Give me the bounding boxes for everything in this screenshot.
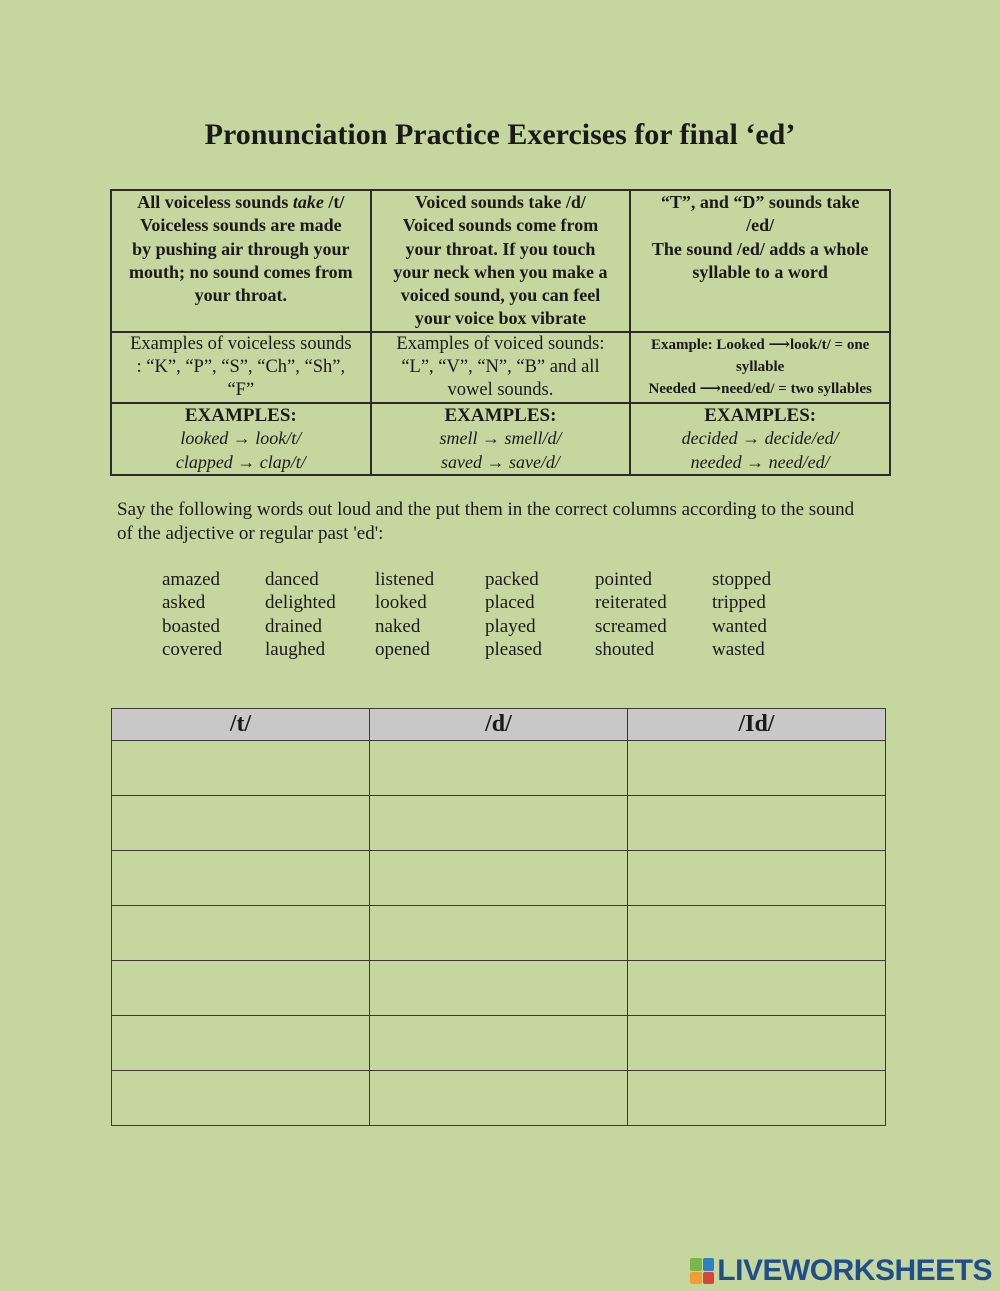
word-item: looked: [375, 592, 427, 614]
answer-cell[interactable]: [627, 1071, 885, 1126]
answer-cell[interactable]: [112, 851, 370, 906]
rules-table: [110, 189, 891, 476]
rule-cell-voiceless: All voiceless sounds take /t/ Voiceless sounds are made by pushing air through your mouth; no sound comes from your throat.: [111, 190, 371, 332]
liveworksheets-brand[interactable]: [690, 1255, 992, 1287]
examples-desc-voiced: Examples of voiced sounds: “L”, “V”, “N”, “B” and all vowel sounds.: [371, 332, 631, 403]
answer-cell[interactable]: [369, 851, 627, 906]
answer-cell[interactable]: [627, 741, 885, 796]
word-item: listened: [375, 569, 435, 590]
example-item: clapped → clap/t/: [175, 451, 306, 472]
examples-desc-voiceless: Examples of voiceless sounds : “K”, “P”, “S”, “Ch”, “Sh”, “F”: [111, 332, 371, 403]
word-item: drained: [265, 615, 322, 637]
word-item: reiterated: [595, 592, 667, 614]
word-item: played: [485, 615, 536, 637]
example-item: needed → need/ed/: [690, 451, 830, 472]
word-column: [162, 568, 222, 661]
answer-cell[interactable]: [112, 1071, 370, 1126]
liveworksheets-logo-icon: [690, 1258, 714, 1284]
word-item: shouted: [595, 638, 655, 660]
word-column: [375, 568, 434, 661]
answer-cell[interactable]: [369, 741, 627, 796]
answer-cell[interactable]: [112, 796, 370, 851]
table-row: [112, 906, 886, 961]
word-item: stopped: [712, 569, 772, 590]
answer-cell[interactable]: [627, 796, 885, 851]
answer-table: [111, 708, 886, 1126]
table-row: [112, 1071, 886, 1126]
word-item: wanted: [712, 615, 767, 637]
example-item: decided → decide/ed/: [681, 428, 839, 449]
table-row: [112, 796, 886, 851]
word-item: pleased: [485, 638, 542, 660]
examples-label: EXAMPLES:: [184, 405, 297, 426]
word-item: delighted: [265, 592, 336, 614]
rule-cell-td: “T”, and “D” sounds take /ed/ The sound /ed/ adds a whole syllable to a word: [630, 190, 890, 332]
answer-cell[interactable]: [112, 961, 370, 1016]
example-item: looked → look/t/: [180, 428, 302, 449]
answer-cell[interactable]: [369, 1071, 627, 1126]
word-item: tripped: [712, 592, 766, 614]
answer-cell[interactable]: [369, 796, 627, 851]
word-item: wasted: [712, 638, 765, 660]
word-item: naked: [375, 615, 421, 637]
answer-cell[interactable]: [112, 1016, 370, 1071]
column-header-id: /Id/: [627, 709, 885, 741]
table-row: [112, 741, 886, 796]
instructions: Say the following words out loud and the put them in the correct columns according to the sound of the adjective or regular past 'ed':: [117, 499, 855, 544]
answer-cell[interactable]: [627, 906, 885, 961]
examples-td: [630, 403, 890, 475]
column-header-t: /t/: [112, 709, 370, 741]
examples-label: EXAMPLES:: [704, 405, 817, 426]
word-item: packed: [485, 569, 539, 590]
table-row: [112, 1016, 886, 1071]
word-column: [712, 568, 771, 661]
rule-cell-voiced: Voiced sounds take /d/ Voiced sounds come from your throat. If you touch your neck when you make a voiced sound, you can feel your voice box vibrate: [371, 190, 631, 332]
answer-cell[interactable]: [369, 961, 627, 1016]
table-row: [112, 961, 886, 1016]
brand-name: LIVEWORKSHEETS: [717, 1254, 992, 1287]
word-item: boasted: [162, 615, 221, 637]
word-item: danced: [265, 569, 319, 590]
word-item: screamed: [595, 615, 667, 637]
examples-voiceless: [111, 403, 371, 475]
answer-cell[interactable]: [627, 961, 885, 1016]
column-header-d: /d/: [369, 709, 627, 741]
answer-cell[interactable]: [369, 906, 627, 961]
answer-cell[interactable]: [112, 741, 370, 796]
word-item: opened: [375, 638, 430, 660]
example-item: smell → smell/d/: [439, 428, 562, 449]
answer-cell[interactable]: [112, 906, 370, 961]
word-column: [595, 568, 667, 661]
word-item: asked: [162, 592, 206, 614]
answer-cell[interactable]: [627, 851, 885, 906]
example-item: saved → save/d/: [440, 451, 560, 472]
word-bank: [0, 568, 1000, 668]
word-item: amazed: [162, 569, 221, 590]
word-column: [485, 568, 542, 661]
examples-voiced: [371, 403, 631, 475]
page-title: Pronunciation Practice Exercises for final ‘ed’: [204, 118, 796, 151]
answer-cell[interactable]: [369, 1016, 627, 1071]
answer-cell[interactable]: [627, 1016, 885, 1071]
word-column: [265, 568, 336, 661]
examples-label: EXAMPLES:: [444, 405, 557, 426]
word-item: placed: [485, 592, 535, 614]
word-item: covered: [162, 638, 223, 660]
word-item: laughed: [265, 638, 326, 660]
word-item: pointed: [595, 569, 652, 590]
examples-desc-td: Example: Looked ⟶look/t/ = one syllable Needed ⟶need/ed/ = two syllables: [630, 332, 890, 403]
table-row: [112, 851, 886, 906]
